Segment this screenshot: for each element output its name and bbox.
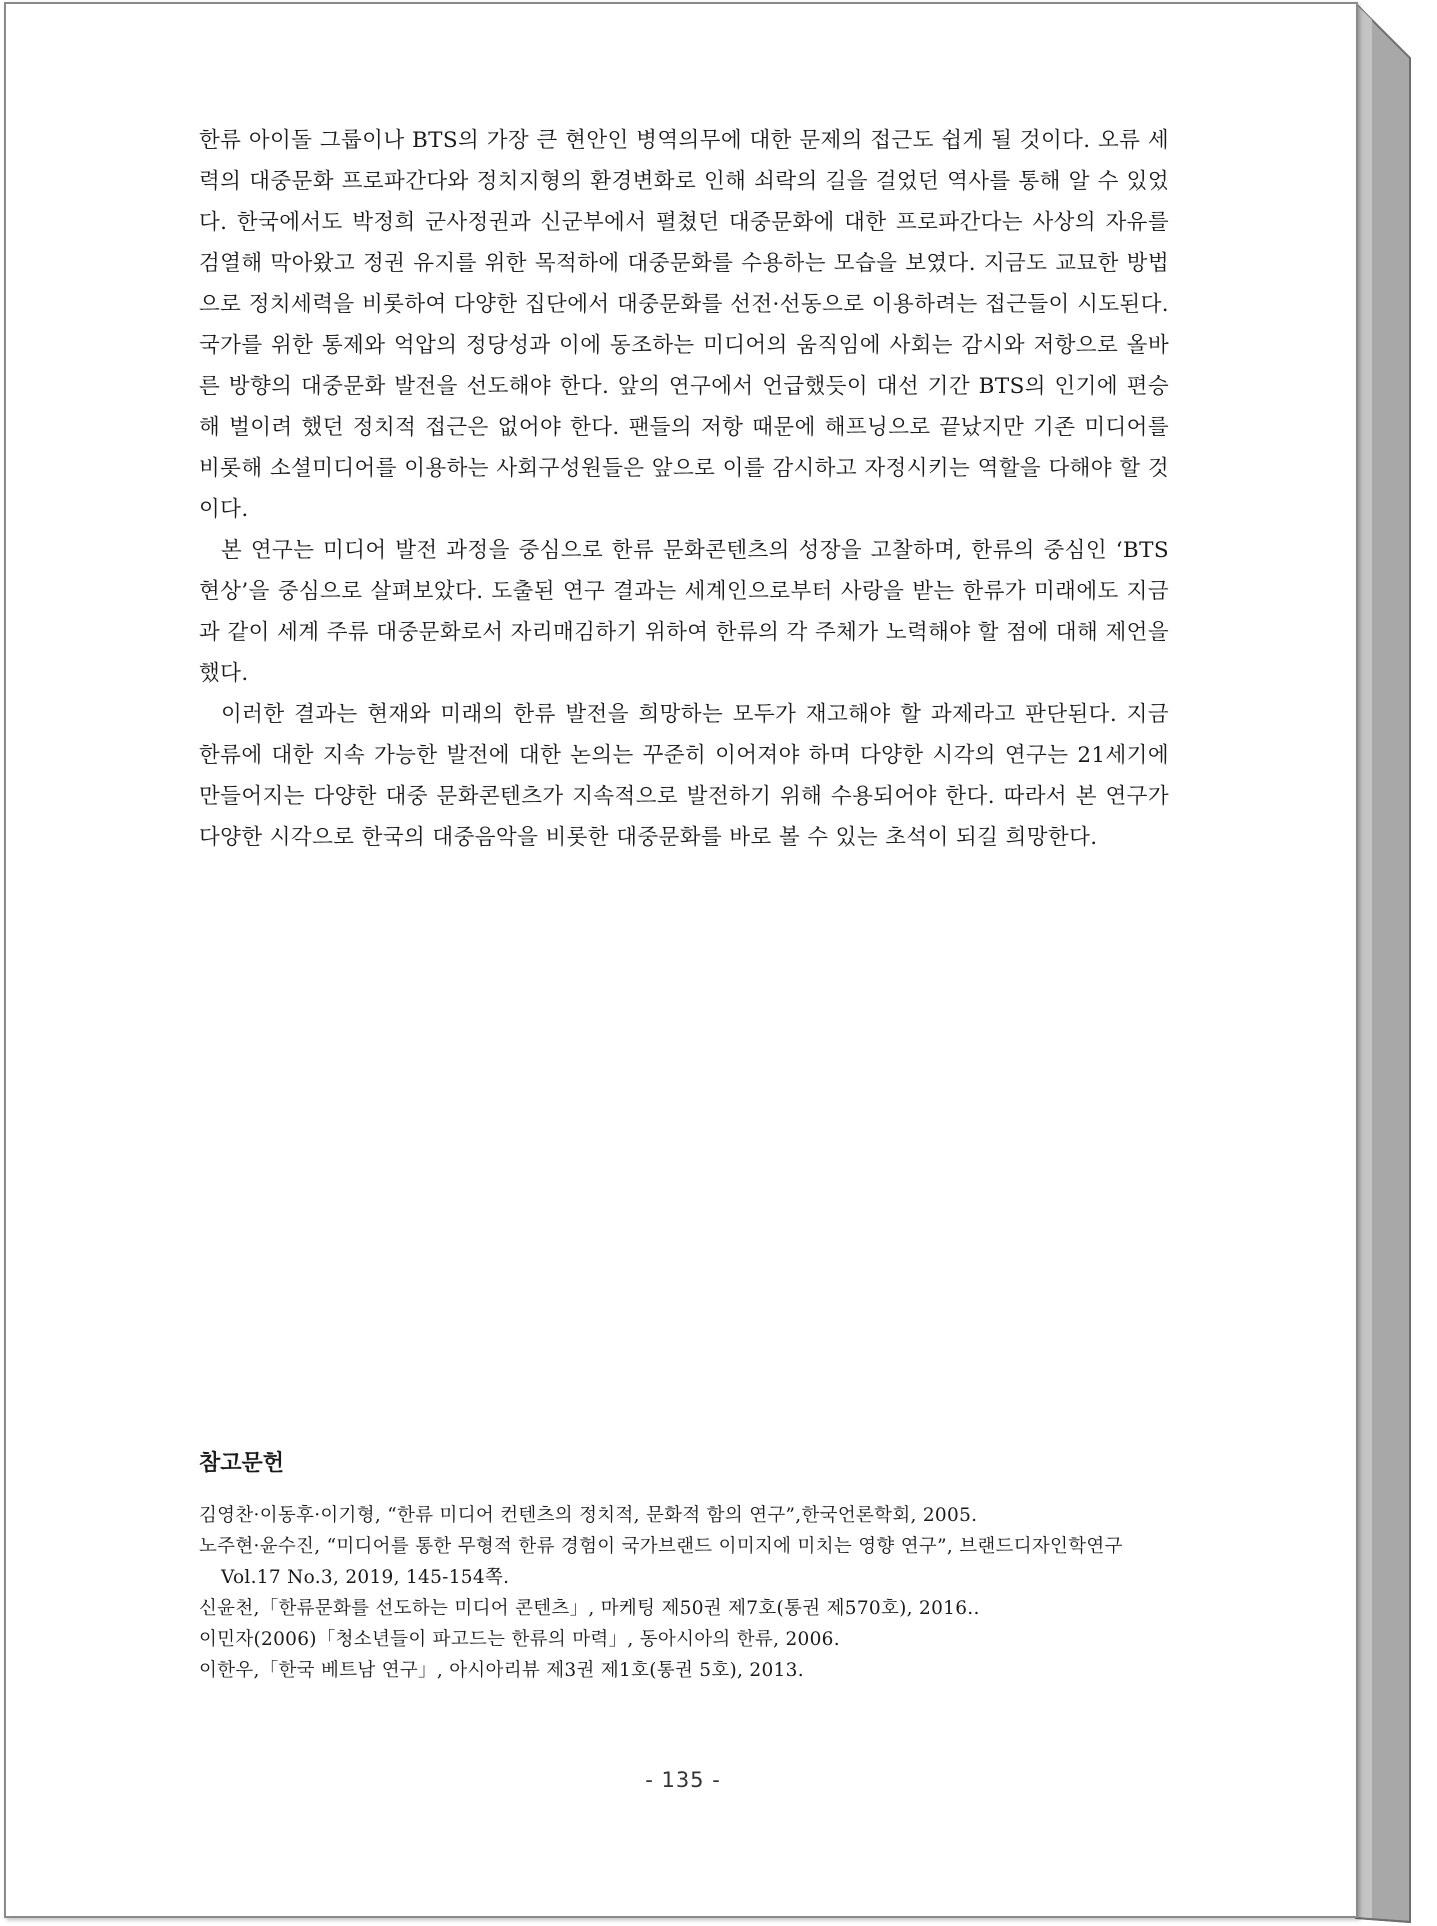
body-paragraph: 한류 아이돌 그룹이나 BTS의 가장 큰 현안인 병역의무에 대한 문제의 접근도 쉽게 될 것이다. 오류 세력의 대중문화 프로파간다와 정치지형의 환경변화로 인해 쇠락의 길을 걸었던 역사를 통해 알 수 있었다. 한국에서도 박정희 군사정권과 신군부에서 펼쳤던 대중문화에 대한 프로파간다는 사상의 자유를 검열해 막아왔고 정권 유지를 위한 목적하에 대중문화를 수용하는 모습을 보였다. 지금도 교묘한 방법으로 정치세력을 비롯하여 다양한 집단에서 대중문화를 선전·선동으로 이용하려는 접근들이 시도된다. 국가를 위한 통제와 억압의 정당성과 이에 동조하는 미디어의 움직임에 사회는 감시와 저항으로 올바른 방향의 대중문화 발전을 선도해야 한다. 앞의 연구에서 언급했듯이 대선 기간 BTS의 인기에 편승해 벌이려 했던 정치적 접근은 없어야 한다. 팬들의 저항 때문에 해프닝으로 끝났지만 기존 미디어를 비롯해 소셜미디어를 이용하는 사회구성원들은 앞으로 이를 감시하고 자정시키는 역할을 다해야 할 것이다. xyxy=(199,128,1169,522)
page-number: - 135 - xyxy=(645,1768,721,1792)
document-page xyxy=(4,2,1358,1918)
body-text xyxy=(199,120,1169,858)
reference-item: 김영찬·이동후·이기형, “한류 미디어 컨텐츠의 정치적, 문화적 함의 연구”,한국언론학회, 2005. xyxy=(199,1505,978,1526)
reference-item: 신윤천,「한류문화를 선도하는 미디어 콘텐츠」, 마케팅 제50권 제7호(통권 제570호), 2016.. xyxy=(199,1598,980,1619)
references-title: 참고문헌 xyxy=(199,1451,285,1476)
reference-item: 이한우,「한국 베트남 연구」, 아시아리뷰 제3권 제1호(통권 5호), 2013. xyxy=(199,1660,804,1681)
references-list xyxy=(199,1500,1179,1686)
body-paragraph: 이러한 결과는 현재와 미래의 한류 발전을 희망하는 모두가 재고해야 할 과제라고 판단된다. 지금 한류에 대한 지속 가능한 발전에 대한 논의는 꾸준히 이어져야 하며 다양한 시각의 연구는 21세기에 만들어지는 다양한 대중 문화콘텐츠가 지속적으로 발전하기 위해 수용되어야 한다. 따라서 본 연구가 다양한 시각으로 한국의 대중음악을 비롯한 대중문화를 바로 볼 수 있는 초석이 되길 희망한다. xyxy=(199,702,1169,850)
reference-item: 이민자(2006)「청소년들이 파고드는 한류의 마력」, 동아시아의 한류, 2006. xyxy=(199,1629,840,1650)
body-paragraph: 본 연구는 미디어 발전 과정을 중심으로 한류 문화콘텐츠의 성장을 고찰하며, 한류의 중심인 ‘BTS 현상’을 중심으로 살펴보았다. 도출된 연구 결과는 세계인으로부터 사랑을 받는 한류가 미래에도 지금과 같이 세계 주류 대중문화로서 자리매김하기 위하여 한류의 각 주체가 노력해야 할 점에 대해 제언을 했다. xyxy=(199,538,1169,686)
reference-item: 노주현·윤수진, “미디어를 통한 무형적 한류 경험이 국가브랜드 이미지에 미치는 영향 연구”, 브랜드디자인학연구 Vol.17 No.3, 2019, 145-154쪽. xyxy=(199,1536,1123,1588)
